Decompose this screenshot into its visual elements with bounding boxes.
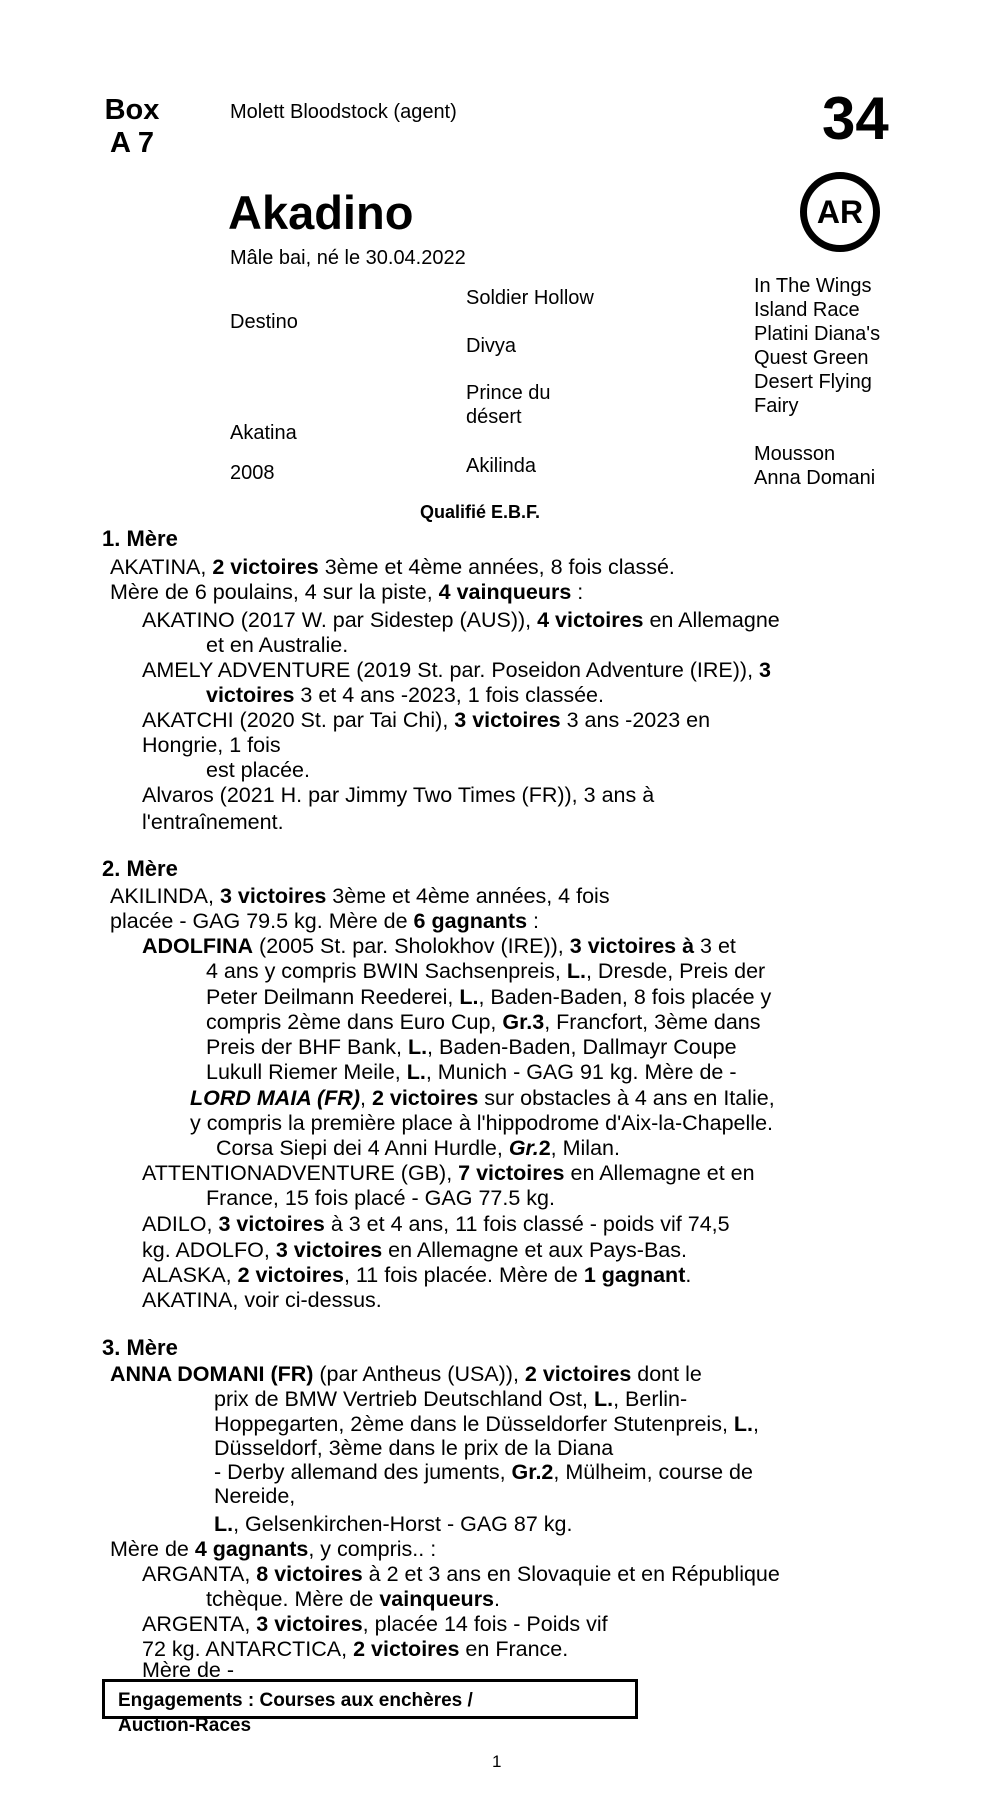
s3-line-7: L., Gelsenkirchen-Horst - GAG 87 kg. <box>214 1512 573 1536</box>
gp-6: Fairy <box>754 395 799 417</box>
s2-line-1: AKILINDA, 3 victoires 3ème et 4ème années, 4 fois <box>110 884 610 908</box>
pedigree-dam-sire <box>466 381 551 429</box>
section-3-title: 3. Mère <box>102 1335 178 1360</box>
s2-line-11: Corsa Siepi dei 4 Anni Hurdle, Gr.2, Milan. <box>216 1136 620 1160</box>
gp-7: Mousson <box>754 443 836 465</box>
s2-line-10: y compris la première place à l'hippodrome d'Aix-la-Chapelle. <box>190 1111 773 1135</box>
pedigree-dam-year: 2008 <box>230 462 275 484</box>
s3-line-6: Nereide, <box>214 1484 296 1508</box>
box-word: Box <box>104 94 160 126</box>
gp-1: In The Wings <box>754 275 872 297</box>
s2-line-7: Preis der BHF Bank, L., Baden-Baden, Dallmayr Coupe <box>206 1035 737 1059</box>
gp-3: Platini Diana's <box>754 323 881 345</box>
s2-line-16: ALASKA, 2 victoires, 11 fois placée. Mère de 1 gagnant. <box>142 1263 692 1287</box>
s3-line-8: Mère de 4 gagnants, y compris.. : <box>110 1537 437 1561</box>
s1-line-1: AKATINA, 2 victoires 3ème et 4ème années, 8 fois classé. <box>110 555 675 579</box>
ar-badge-text: AR <box>816 193 864 230</box>
pedigree-sire-dam: Divya <box>466 335 517 357</box>
section-1-title: 1. Mère <box>102 526 178 551</box>
s1-line-4: et en Australie. <box>206 633 349 657</box>
gp-2: Island Race <box>754 299 860 321</box>
s2-line-6: compris 2ème dans Euro Cup, Gr.3, Francfort, 3ème dans <box>206 1010 761 1034</box>
s3-line-4: Düsseldorf, 3ème dans le prix de la Diana <box>214 1436 614 1460</box>
s3-line-2: prix de BMW Vertrieb Deutschland Ost, L., Berlin- <box>214 1387 688 1411</box>
s2-line-17: AKATINA, voir ci-dessus. <box>142 1288 382 1312</box>
s2-line-8: Lukull Riemer Meile, L., Munich - GAG 91 kg. Mère de - <box>206 1060 737 1084</box>
engagements-label-2: Auction-Races <box>118 1715 252 1736</box>
s2-line-2: placée - GAG 79.5 kg. Mère de 6 gagnants : <box>110 909 539 933</box>
pedigree-dam: Akatina <box>230 422 297 444</box>
s1-line-3: AKATINO (2017 W. par Sidestep (AUS)), 4 victoires en Allemagne <box>142 608 780 632</box>
s2-line-13: France, 15 fois placé - GAG 77.5 kg. <box>206 1186 555 1210</box>
s1-line-8: Hongrie, 1 fois <box>142 733 281 757</box>
s3-line-1: ANNA DOMANI (FR) (par Antheus (USA)), 2 victoires dont le <box>110 1362 702 1386</box>
s3-line-10: tchèque. Mère de vainqueurs. <box>206 1587 500 1611</box>
s3-line-3: Hoppegarten, 2ème dans le Düsseldorfer Stutenpreis, L., <box>214 1412 759 1436</box>
agent-name: Molett Bloodstock (agent) <box>230 101 457 123</box>
pedigree-sire: Destino <box>230 311 298 333</box>
s2-line-3: ADOLFINA (2005 St. par. Sholokhov (IRE)), 3 victoires à 3 et <box>142 934 736 958</box>
horse-description: Mâle bai, né le 30.04.2022 <box>230 247 466 269</box>
s2-line-4: 4 ans y compris BWIN Sachsenpreis, L., Dresde, Preis der <box>206 959 766 983</box>
ar-badge-icon <box>800 172 880 252</box>
box-label <box>102 94 162 160</box>
s1-line-9: est placée. <box>206 758 310 782</box>
section-2-title: 2. Mère <box>102 856 178 881</box>
s1-line-7: AKATCHI (2020 St. par Tai Chi), 3 victoires 3 ans -2023 en <box>142 708 711 732</box>
s2-line-9: LORD MAIA (FR), 2 victoires sur obstacles à 4 ans en Italie, <box>190 1086 775 1110</box>
horse-name: Akadino <box>228 186 414 239</box>
lot-number: 34 <box>822 85 889 152</box>
s1-line-2: Mère de 6 poulains, 4 sur la piste, 4 vainqueurs : <box>110 580 584 604</box>
s1-line-11: l'entraînement. <box>142 810 284 834</box>
s2-line-5: Peter Deilmann Reederei, L., Baden-Baden, 8 fois placée y <box>206 985 772 1009</box>
s1-line-5: AMELY ADVENTURE (2019 St. par. Poseidon Adventure (IRE)), 3 <box>142 658 771 682</box>
s2-line-15: kg. ADOLFO, 3 victoires en Allemagne et aux Pays-Bas. <box>142 1238 687 1262</box>
s1-line-10: Alvaros (2021 H. par Jimmy Two Times (FR)), 3 ans à <box>142 783 655 807</box>
engagements-label: Engagements : Courses aux enchères / <box>118 1690 473 1711</box>
page-number: 1 <box>492 1752 502 1771</box>
pedigree-grandparents-bottom <box>754 442 875 490</box>
s3-line-9: ARGANTA, 8 victoires à 2 et 3 ans en Slovaquie et en République <box>142 1562 780 1586</box>
s2-line-14: ADILO, 3 victoires à 3 et 4 ans, 11 fois classé - poids vif 74,5 <box>142 1212 730 1236</box>
s3-line-11: ARGENTA, 3 victoires, placée 14 fois - Poids vif <box>142 1612 608 1636</box>
s3-line-12: 72 kg. ANTARCTICA, 2 victoires en France. <box>142 1637 569 1661</box>
pedigree-dam-sire-l1: Prince du <box>466 382 551 404</box>
gp-4: Quest Green <box>754 347 869 369</box>
gp-5: Desert Flying <box>754 371 872 393</box>
box-code: A 7 <box>109 127 155 159</box>
s3-line-5: - Derby allemand des juments, Gr.2, Mülheim, course de <box>214 1460 753 1484</box>
pedigree-grandparents-top <box>754 274 880 418</box>
pedigree-dam-dam: Akilinda <box>466 455 537 477</box>
pedigree-sire-sire: Soldier Hollow <box>466 287 594 309</box>
qualification: Qualifié E.B.F. <box>419 502 541 522</box>
gp-8: Anna Domani <box>754 467 876 489</box>
pedigree-dam-sire-l2: désert <box>466 406 522 428</box>
s1-line-6: victoires 3 et 4 ans -2023, 1 fois classée. <box>206 683 604 707</box>
s3-line-13: Mère de - <box>142 1658 235 1682</box>
s2-line-12: ATTENTIONADVENTURE (GB), 7 victoires en Allemagne et en <box>142 1161 755 1185</box>
